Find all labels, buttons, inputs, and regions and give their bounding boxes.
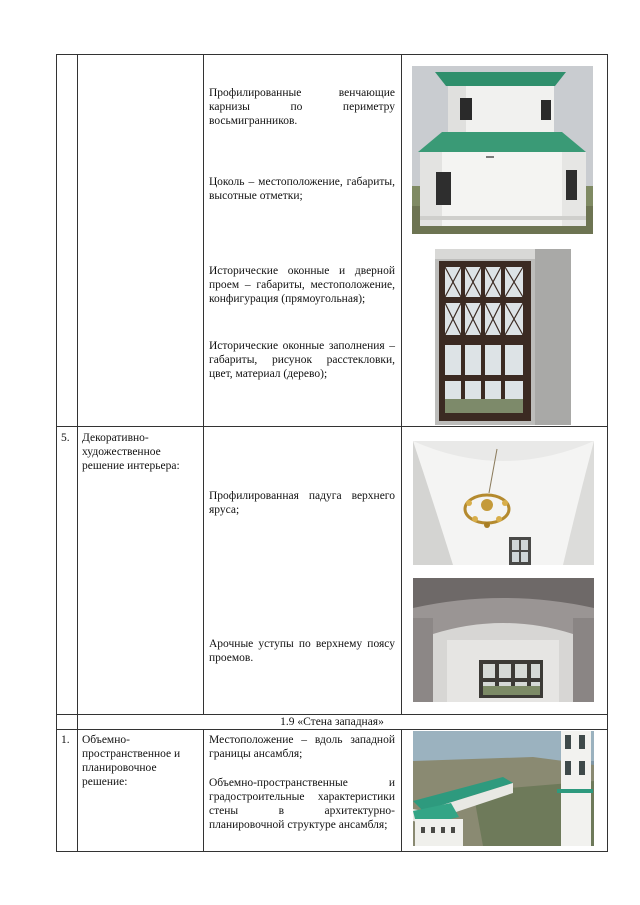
category-label: Объемно-пространственное и планировочное решение: xyxy=(82,734,181,788)
feature-wall-location: Местоположение – вдоль западной границы ансамбля; xyxy=(209,734,395,760)
chandelier-interior-photo xyxy=(413,441,594,565)
west-wall-aerial-photo xyxy=(413,731,594,846)
row-number: 5. xyxy=(61,432,70,444)
column-divider-items xyxy=(401,729,402,852)
table-border-right xyxy=(607,54,608,852)
column-divider-num xyxy=(77,54,78,852)
section-title: 1.9 «Стена западная» xyxy=(280,716,384,728)
window-interior-photo xyxy=(435,249,571,425)
arched-window-photo xyxy=(413,578,594,702)
column-divider-category xyxy=(203,54,204,714)
table-border-top xyxy=(56,54,608,55)
column-divider-category xyxy=(203,729,204,852)
feature-vault-padug: Профилированная падуга верхнего яруса; xyxy=(209,490,395,516)
feature-window-fillings: Исторические оконные заполнения – габариты, рисунок расстекловки, цвет, материал (дерево); xyxy=(209,340,395,380)
row-number: 1. xyxy=(61,734,70,746)
feature-openings: Исторические оконные и дверной проем – габариты, местоположение, конфигурация (прямоугольная); xyxy=(209,265,395,305)
feature-plinth: Цоколь – местоположение, габариты, высотные отметки; xyxy=(209,176,395,202)
tower-exterior-photo xyxy=(412,66,593,234)
row-divider xyxy=(56,426,608,427)
table-border-bottom xyxy=(56,851,608,852)
feature-cornices: Профилированные венчающие карнизы по периметру восьмигранников. xyxy=(209,87,395,127)
feature-arched-ledges: Арочные уступы по верхнему поясу проемов. xyxy=(209,638,395,664)
table-border-left xyxy=(56,54,57,852)
category-label: Декоративно-художественное решение интерьера: xyxy=(82,432,180,472)
column-divider-items xyxy=(401,54,402,714)
feature-wall-characteristics: Объемно-пространственные и градостроительные характеристики стены в архитектурно-планировочной структуре ансамбля; xyxy=(209,777,395,831)
row-divider xyxy=(56,729,608,730)
